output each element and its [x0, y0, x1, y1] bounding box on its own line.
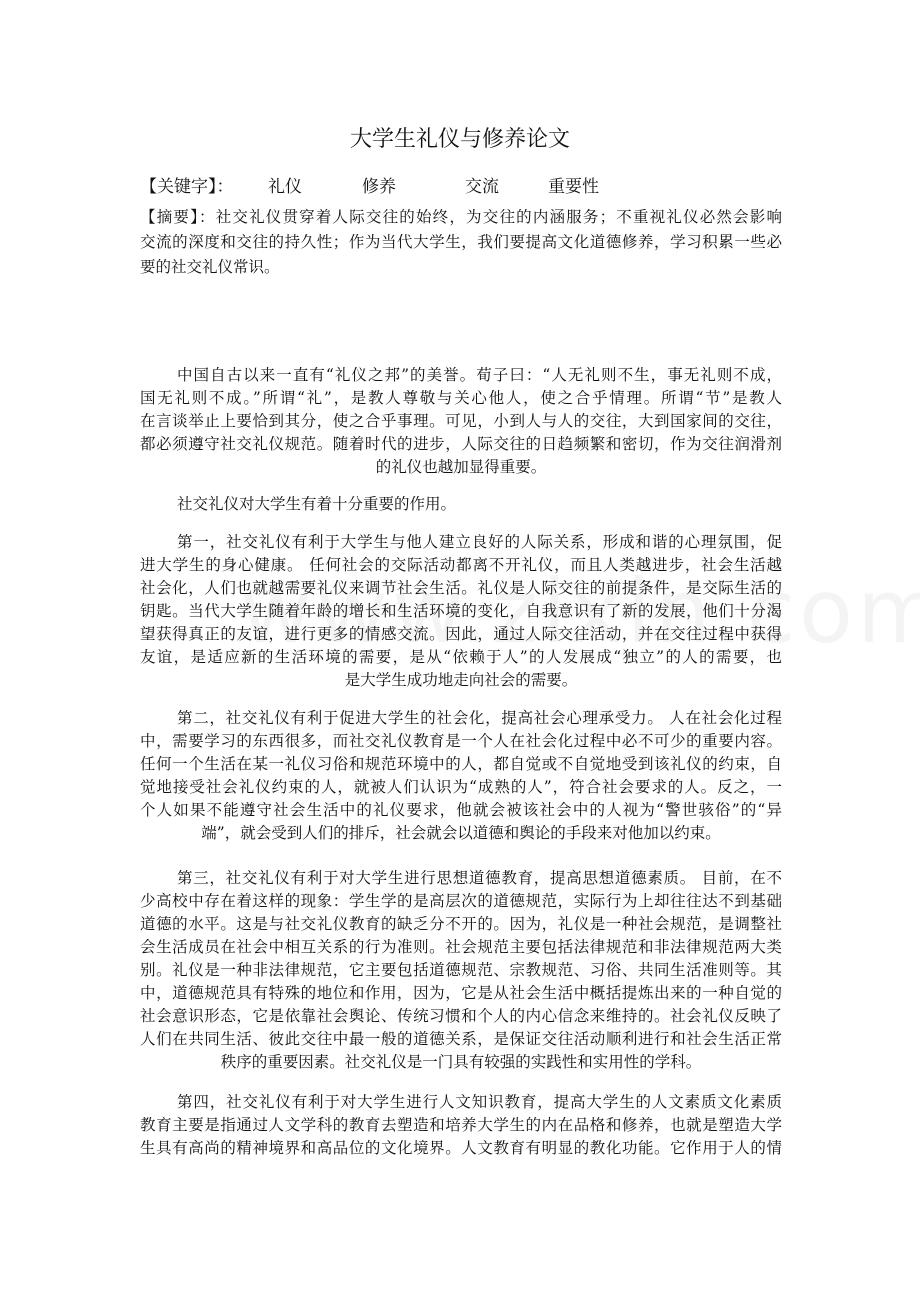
paragraph-line: 生具有高尚的精神境界和高品位的文化境界。人文教育有明显的教化功能。它作用于人的情: [140, 1139, 782, 1157]
paragraph-line: 会生活成员在社会中相互关系的行为准则。社会规范主要包括法律规范和非法律规范两大类: [140, 938, 782, 956]
paragraph-line: 教育主要是指通过人文学科的教育去塑造和培养大学生的内在品格和修养，也就是塑造大学: [140, 1116, 782, 1134]
paragraph-line: 第三，社交礼仪有利于对大学生进行思想道德教育，提高思想道德素质。 目前，在不: [177, 869, 782, 887]
paragraph: [140, 1091, 782, 1160]
paragraph-line: 进大学生的身心健康。 任何社会的交际活动都离不开礼仪，而且人类越进步，社会生活越: [140, 556, 782, 574]
paragraph-line: 钥匙。当代大学生随着年龄的增长和生活环境的变化，自我意识有了新的发展，他们十分渴: [140, 602, 782, 620]
paragraph-line: 的礼仪也越加显得重要。: [375, 458, 547, 476]
paragraph: [140, 364, 782, 479]
paragraph-line: 中国自古以来一直有“礼仪之邦”的美誉。荀子曰：“人无礼则不生，事无礼则不成，: [177, 366, 782, 384]
keyword: 重要性: [548, 177, 599, 197]
abstract-line: 要的社交礼仪常识。: [140, 258, 280, 276]
keyword: 礼仪: [268, 177, 302, 197]
paragraph-line: 第二，社交礼仪有利于促进大学生的社会化，提高社会心理承受力。 人在社会化过程: [177, 709, 782, 727]
paragraph-line: 都必须遵守社交礼仪规范。随着时代的进步，人际交往的日趋频繁和密切，作为交往润滑剂: [140, 435, 782, 453]
abstract-line: 交流的深度和交往的持久性；作为当代大学生，我们要提高文化道德修养，学习积累一些必: [140, 233, 782, 251]
document-title: 大学生礼仪与修养论文: [349, 127, 570, 152]
paragraph-line: 中，道德规范具有特殊的地位和作用，因为，它是从社会生活中概括提炼出来的一种自觉的: [140, 984, 782, 1002]
paragraph-line: 社会化，人们也就越需要礼仪来调节社会生活。礼仪是人际交往的前提条件，是交际生活的: [140, 579, 782, 597]
keywords-label: 【关键字】：: [140, 177, 234, 197]
paragraph: [140, 867, 782, 1074]
paragraph-line: 人们在共同生活、彼此交往中最一般的道德关系，是保证交往活动顺利进行和社会生活正常: [140, 1030, 782, 1048]
paragraph: [140, 531, 782, 692]
paragraph-line: 在言谈举止上要恰到其分，使之合乎事理。可见，小到人与人的交往，大到国家间的交往，: [140, 412, 782, 430]
paragraph-line: 第一，社交礼仪有利于大学生与他人建立良好的人际关系，形成和谐的心理氛围，促: [177, 533, 782, 551]
paragraph-line: 社会意识形态，它是依靠社会舆论、传统习惯和个人的内心信念来维持的。社会礼仪反映了: [140, 1007, 782, 1025]
paragraph-line: 秩序的重要因素。社交礼仪是一门具有较强的实践性和实用性的学科。: [220, 1053, 702, 1071]
paragraph-line: 个人如果不能遵守社会生活中的礼仪要求，他就会被该社会中的人视为“警世骇俗”的“异: [140, 801, 782, 819]
paragraph: [140, 707, 782, 845]
paragraph-line: 第四，社交礼仪有利于对大学生进行人文知识教育，提高大学生的人文素质文化素质: [177, 1093, 782, 1111]
paragraph-line: 觉地接受社会礼仪约束的人，就被人们认识为“成熟的人”，符合社会要求的人。反之，一: [140, 778, 782, 796]
paragraph: [140, 493, 782, 516]
paragraph-line: 任何一个生活在某一礼仪习俗和规范环境中的人，都自觉或不自觉地受到该礼仪的约束，自: [140, 755, 782, 773]
paragraph-line: 别。礼仪是一种非法律规范，它主要包括道德规范、宗教规范、习俗、共同生活准则等。其: [140, 961, 782, 979]
paragraph-line: 道德的水平。这是与社交礼仪教育的缺乏分不开的。因为，礼仪是一种社会规范，是调整社: [140, 915, 782, 933]
keyword: 修养: [362, 177, 396, 197]
paragraph-line: 国无礼则不成。”所谓“礼”，是教人尊敬与关心他人，使之合乎情理。所谓“节”是教人: [140, 389, 782, 407]
paragraph-line: 中，需要学习的东西很多，而社交礼仪教育是一个人在社会化过程中必不可少的重要内容。: [140, 732, 782, 750]
paragraph-line: 端”，就会受到人们的排斥，社会就会以道德和舆论的手段来对他加以约束。: [201, 824, 721, 842]
keyword: 交流: [465, 177, 499, 197]
paragraph-line: 友谊，是适应新的生活环境的需要，是从“依赖于人”的人发展成“独立”的人的需要，也: [140, 648, 782, 666]
paragraph-line: 是大学生成功地走向社会的需要。: [344, 671, 578, 689]
paragraph-line: 少高校中存在着这样的现象：学生学的是高层次的道德规范，实际行为上却往往达不到基础: [140, 892, 782, 910]
abstract-line: 【摘要】：社交礼仪贯穿着人际交往的始终，为交往的内涵服务；不重视礼仪必然会影响: [140, 208, 782, 226]
abstract: [140, 205, 782, 280]
paragraph-line: 望获得真正的友谊，进行更多的情感交流。因此，通过人际交往活动，并在交往过程中获得: [140, 625, 782, 643]
paragraph-line: 社交礼仪对大学生有着十分重要的作用。: [177, 495, 457, 513]
